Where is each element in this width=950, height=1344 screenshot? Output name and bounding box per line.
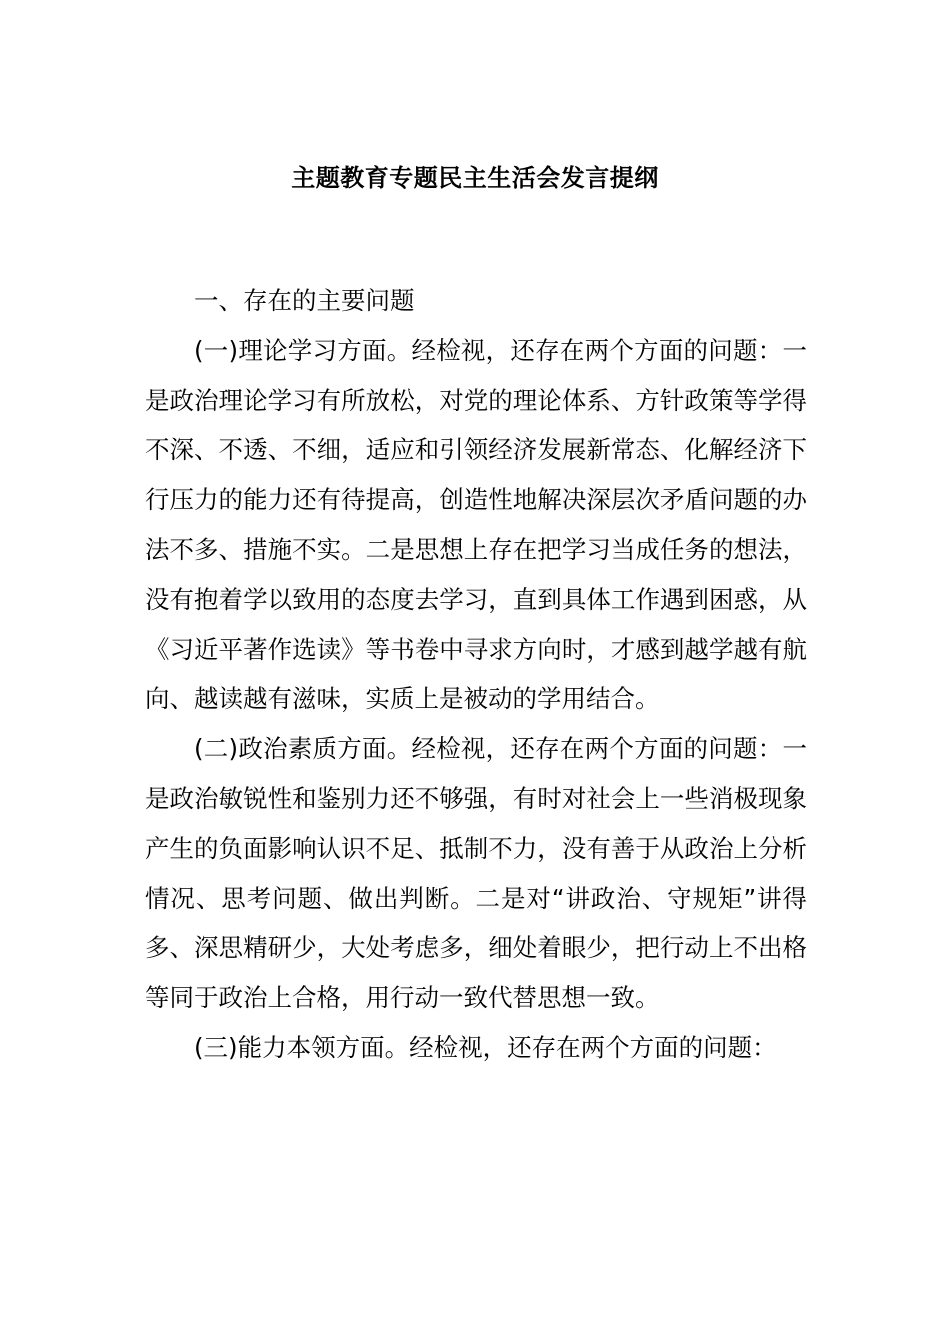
document-body bbox=[145, 276, 807, 1073]
paragraph-theory-study: (一)理论学习方面。经检视，还存在两个方面的问题：一是政治理论学习有所放松，对党的理论体系、方针政策等学得不深、不透、不细，适应和引领经济发展新常态、化解经济下行压力的能力还有待提高，创造性地解决深层次矛盾问题的办法不多、措施不实。二是思想上存在把学习当成任务的想法，没有抱着学以致用的态度去学习，直到具体工作遇到困惑，从《习近平著作选读》等书卷中寻求方向时，才感到越学越有航向、越读越有滋味，实质上是被动的学用结合。 bbox=[145, 335, 807, 714]
paragraph-ability: (三)能力本领方面。经检视，还存在两个方面的问题： bbox=[194, 1032, 777, 1062]
paragraph-political-quality: (二)政治素质方面。经检视，还存在两个方面的问题：一是政治敏锐性和鉴别力还不够强，有时对社会上一些消极现象产生的负面影响认识不足、抵制不力，没有善于从政治上分析情况、思考问题、做出判断。二是对“讲政治、守规矩”讲得多、深思精研少，大处考虑多，细处着眼少，把行动上不出格等同于政治上合格，用行动一致代替思想一致。 bbox=[145, 734, 807, 1013]
section-heading: 一、存在的主要问题 bbox=[194, 286, 415, 315]
document-title: 主题教育专题民主生活会发言提纲 bbox=[291, 164, 659, 192]
